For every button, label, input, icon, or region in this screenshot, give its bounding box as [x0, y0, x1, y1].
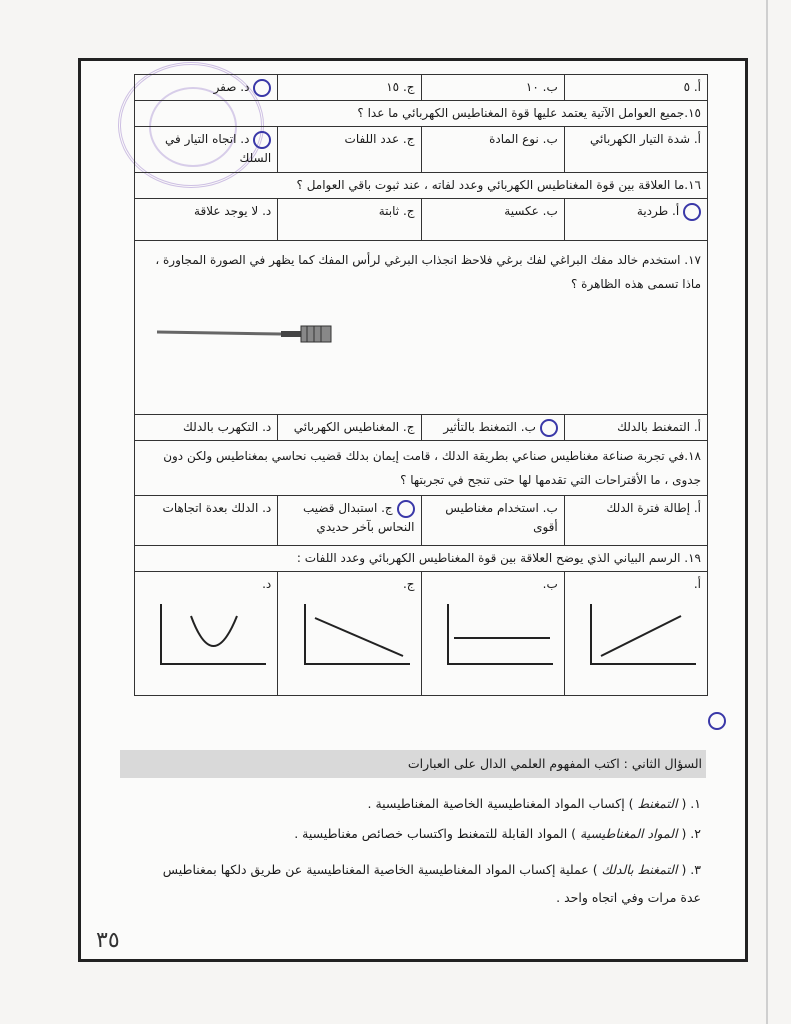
- answer-circle: [253, 131, 271, 149]
- q18-option-c: ج. استبدال قضيب النحاس بآخر حديدي: [278, 496, 421, 546]
- answer-line-1: ١. ( التمغنط ) إكساب المواد المغناطيسية الخاصية المغناطيسية .: [367, 796, 701, 811]
- q14-option-a: أ. ٥: [564, 75, 707, 101]
- q19-answer-circle: [708, 712, 726, 730]
- answer-circle: [253, 79, 271, 97]
- q19-question: ١٩. الرسم البياني الذي يوضح العلاقة بين قوة المغناطيس الكهربائي وعدد اللفات :: [135, 546, 708, 572]
- answer-line-3: ٣. ( التمغنط بالدلك ) عملية إكساب المواد المغناطيسية الخاصية المغناطيسية عن طريق دلكها بمغناطيس عدة مرات وفي اتجاه واحد .: [162, 862, 701, 905]
- q15-option-b: ب. نوع المادة: [421, 127, 564, 173]
- q18-option-b: ب. استخدام مغناطيس أقوى: [421, 496, 564, 546]
- q14-option-b: ب. ١٠: [421, 75, 564, 101]
- q19-option-c: ج.: [278, 572, 421, 696]
- graph-decreasing: [295, 594, 415, 674]
- answer-circle: [540, 419, 558, 437]
- q16-option-c: ج. ثابتة: [278, 199, 421, 241]
- page-edge: [766, 0, 768, 1024]
- q18-question: ١٨.في تجربة صناعة مغناطيس صناعي بطريقة الدلك ، قامت إيمان بدلك قضيب نحاسي بمغناطيس ولكن دون جدوى ، ما الأقتراحات التي تقدمها لها حتى تنجح في تجربتها ؟: [135, 441, 708, 496]
- q19-option-a: أ.: [564, 572, 707, 696]
- handwritten-answer: المواد المغناطيسية: [580, 826, 678, 841]
- graph-constant: [438, 594, 558, 674]
- graph-u-curve: [151, 594, 271, 674]
- q18-option-a: أ. إطالة فترة الدلك: [564, 496, 707, 546]
- q17-question: ١٧. استخدم خالد مفك البراغي لفك برغي فلاحظ انجذاب البرغي لرأس المفك كما يظهر في الصورة المجاورة ، ماذا تسمى هذه الظاهرة ؟: [135, 241, 708, 415]
- q15-option-a: أ. شدة التيار الكهربائي: [564, 127, 707, 173]
- graph-increasing: [581, 594, 701, 674]
- q14-options: [134, 74, 708, 696]
- q16-option-d: د. لا يوجد علاقة: [135, 199, 278, 241]
- q15-question: ١٥.جميع العوامل الآتية يعتمد عليها قوة المغناطيس الكهربائي ما عدا ؟: [135, 101, 708, 127]
- q14-option-c: ج. ١٥: [278, 75, 421, 101]
- q16-option-b: ب. عكسية: [421, 199, 564, 241]
- section-2-header: السؤال الثاني : اكتب المفهوم العلمي الدال على العبارات: [120, 750, 706, 778]
- answer-circle: [397, 500, 415, 518]
- page-number: ٣٥: [96, 928, 120, 953]
- answer-circle: [683, 203, 701, 221]
- q15-option-c: ج. عدد اللفات: [278, 127, 421, 173]
- handwritten-answer: التمغنط: [637, 796, 678, 811]
- q17-option-b: ب. التمغنط بالتأثير: [421, 415, 564, 441]
- q18-option-d: د. الدلك بعدة اتجاهات: [135, 496, 278, 546]
- answer-line-2: ٢. ( المواد المغناطيسية ) المواد القابلة للتمغنط واكتساب خصائص مغناطيسية .: [294, 826, 701, 841]
- q16-option-a: أ. طردية: [564, 199, 707, 241]
- q17-option-c: ج. المغناطيس الكهربائي: [278, 415, 421, 441]
- q19-option-b: ب.: [421, 572, 564, 696]
- q17-option-d: د. التكهرب بالدلك: [135, 415, 278, 441]
- handwritten-answer: التمغنط بالدلك: [601, 862, 678, 877]
- q19-option-d: د.: [135, 572, 278, 696]
- screwdriver-image: [151, 314, 351, 354]
- q14-option-d: د. صفر: [135, 75, 278, 101]
- q17-option-a: أ. التمغنط بالدلك: [564, 415, 707, 441]
- q15-option-d: د. اتجاه التيار في السلك: [135, 127, 278, 173]
- q16-question: ١٦.ما العلاقة بين قوة المغناطيس الكهربائي وعدد لفاته ، عند ثبوت باقي العوامل ؟: [135, 173, 708, 199]
